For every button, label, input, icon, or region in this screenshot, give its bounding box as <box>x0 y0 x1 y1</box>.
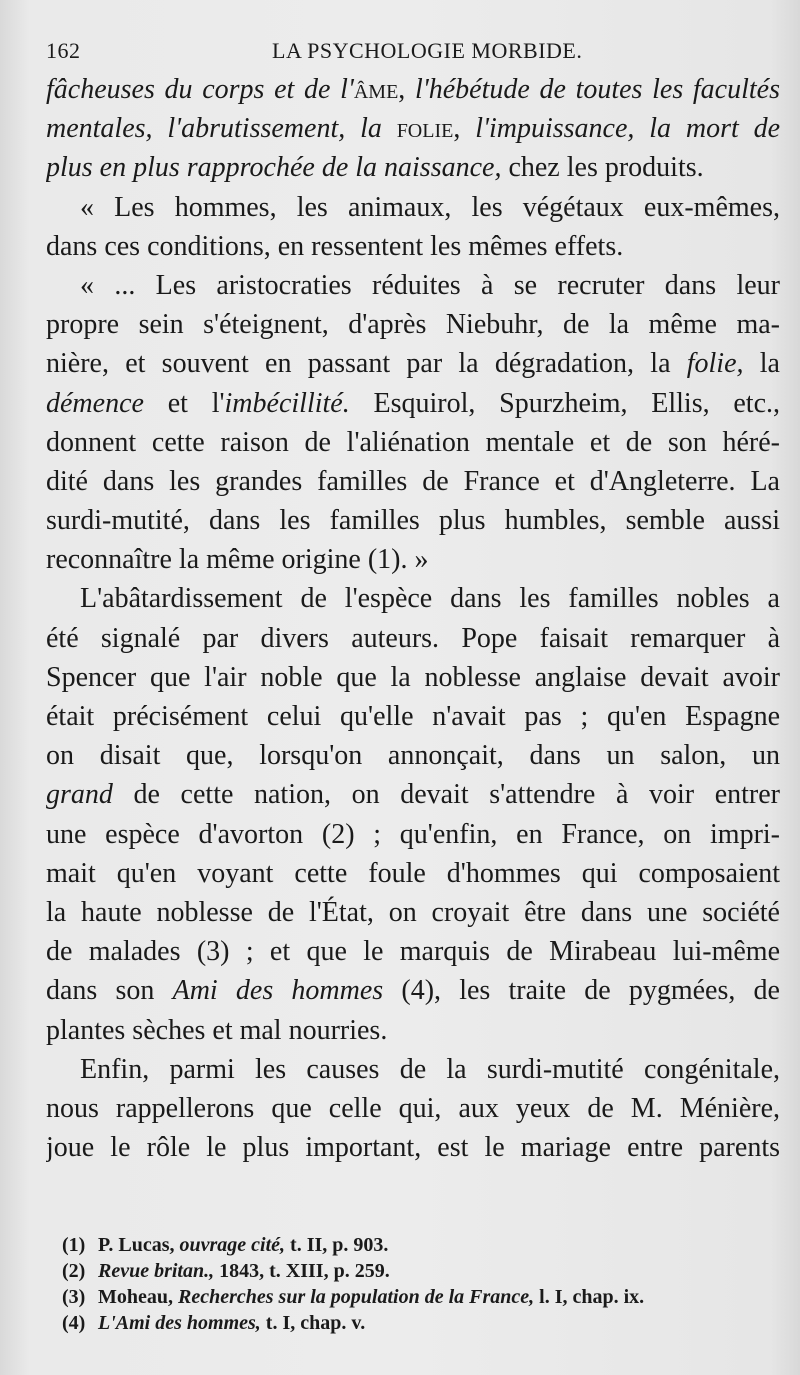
text-line: fâcheuses du corps et de l'âme, l'hébétude de toutes les facultés <box>46 74 780 105</box>
text-line: Spencer que l'air noble que la noblesse anglaise devait avoir <box>46 661 780 693</box>
text-line: de malades (3) ; et que le marquis de Mirabeau lui-même <box>46 936 780 968</box>
text-line: propre sein s'éteignent, d'après Niebuhr, de la même ma- <box>46 309 780 341</box>
footnote: (1) P. Lucas, ouvrage cité, t. II, p. 903. <box>62 1234 389 1256</box>
paragraph-start: L'abâtardissement de l'espèce dans les familles nobles a <box>80 583 780 615</box>
paragraph-start: Enfin, parmi les causes de la surdi-mutité congénitale, <box>80 1053 780 1085</box>
text-line: surdi-mutité, dans les familles plus humbles, semble aussi <box>46 505 780 537</box>
text-line: plus en plus rapprochée de la naissance, chez les produits. <box>46 152 704 184</box>
paragraph-start: « ... Les aristocraties réduites à se recruter dans leur <box>80 269 780 301</box>
footnote: (2) Revue britan., 1843, t. XIII, p. 259. <box>62 1260 390 1282</box>
text-line: donnent cette raison de l'aliénation mentale et de son héré- <box>46 426 780 458</box>
running-head: LA PSYCHOLOGIE MORBIDE. <box>272 38 583 63</box>
text-line: nous rappellerons que celle qui, aux yeux de M. Ménière, <box>46 1092 780 1124</box>
text-line: joue le rôle le plus important, est le mariage entre parents <box>46 1132 780 1164</box>
text-line: la haute noblesse de l'État, on croyait être dans une société <box>46 896 780 928</box>
footnote: (4) L'Ami des hommes, t. I, chap. v. <box>62 1312 366 1334</box>
text-line: dité dans les grandes familles de France et d'Angleterre. La <box>46 465 780 497</box>
text-line: été signalé par divers auteurs. Pope faisait remarquer à <box>46 622 780 654</box>
footnotes <box>62 1232 782 1336</box>
text-line: dans ces conditions, en ressentent les mêmes effets. <box>46 230 624 262</box>
footnote: (3) Moheau, Recherches sur la population de la France, l. I, chap. ix. <box>62 1286 645 1308</box>
page-number: 162 <box>46 38 81 63</box>
text-line: on disait que, lorsqu'on annonçait, dans un salon, un <box>46 740 780 772</box>
text-line: nière, et souvent en passant par la dégradation, la folie, la <box>46 348 780 380</box>
text-line: une espèce d'avorton (2) ; qu'enfin, en France, on impri- <box>46 818 780 850</box>
body-text <box>46 70 780 1167</box>
text-line: était précisément celui qu'elle n'avait pas ; qu'en Espagne <box>46 701 780 732</box>
text-line: démence et l'imbécillité. Esquirol, Spurzheim, Ellis, etc., <box>46 387 780 419</box>
text-line: dans son Ami des hommes (4), les traite de pygmées, de <box>46 975 780 1007</box>
text-line: grand de cette nation, on devait s'attendre à voir entrer <box>46 779 780 811</box>
text-line: reconnaître la même origine (1). » <box>46 544 429 576</box>
text-line: plantes sèches et mal nourries. <box>46 1014 388 1046</box>
paragraph-start: « Les hommes, les animaux, les végétaux eux-mêmes, <box>80 191 780 223</box>
page-header <box>46 38 776 68</box>
text-line: mentales, l'abrutissement, la folie, l'impuissance, la mort de <box>46 113 780 145</box>
text-line: mait qu'en voyant cette foule d'hommes qui composaient <box>46 857 780 889</box>
